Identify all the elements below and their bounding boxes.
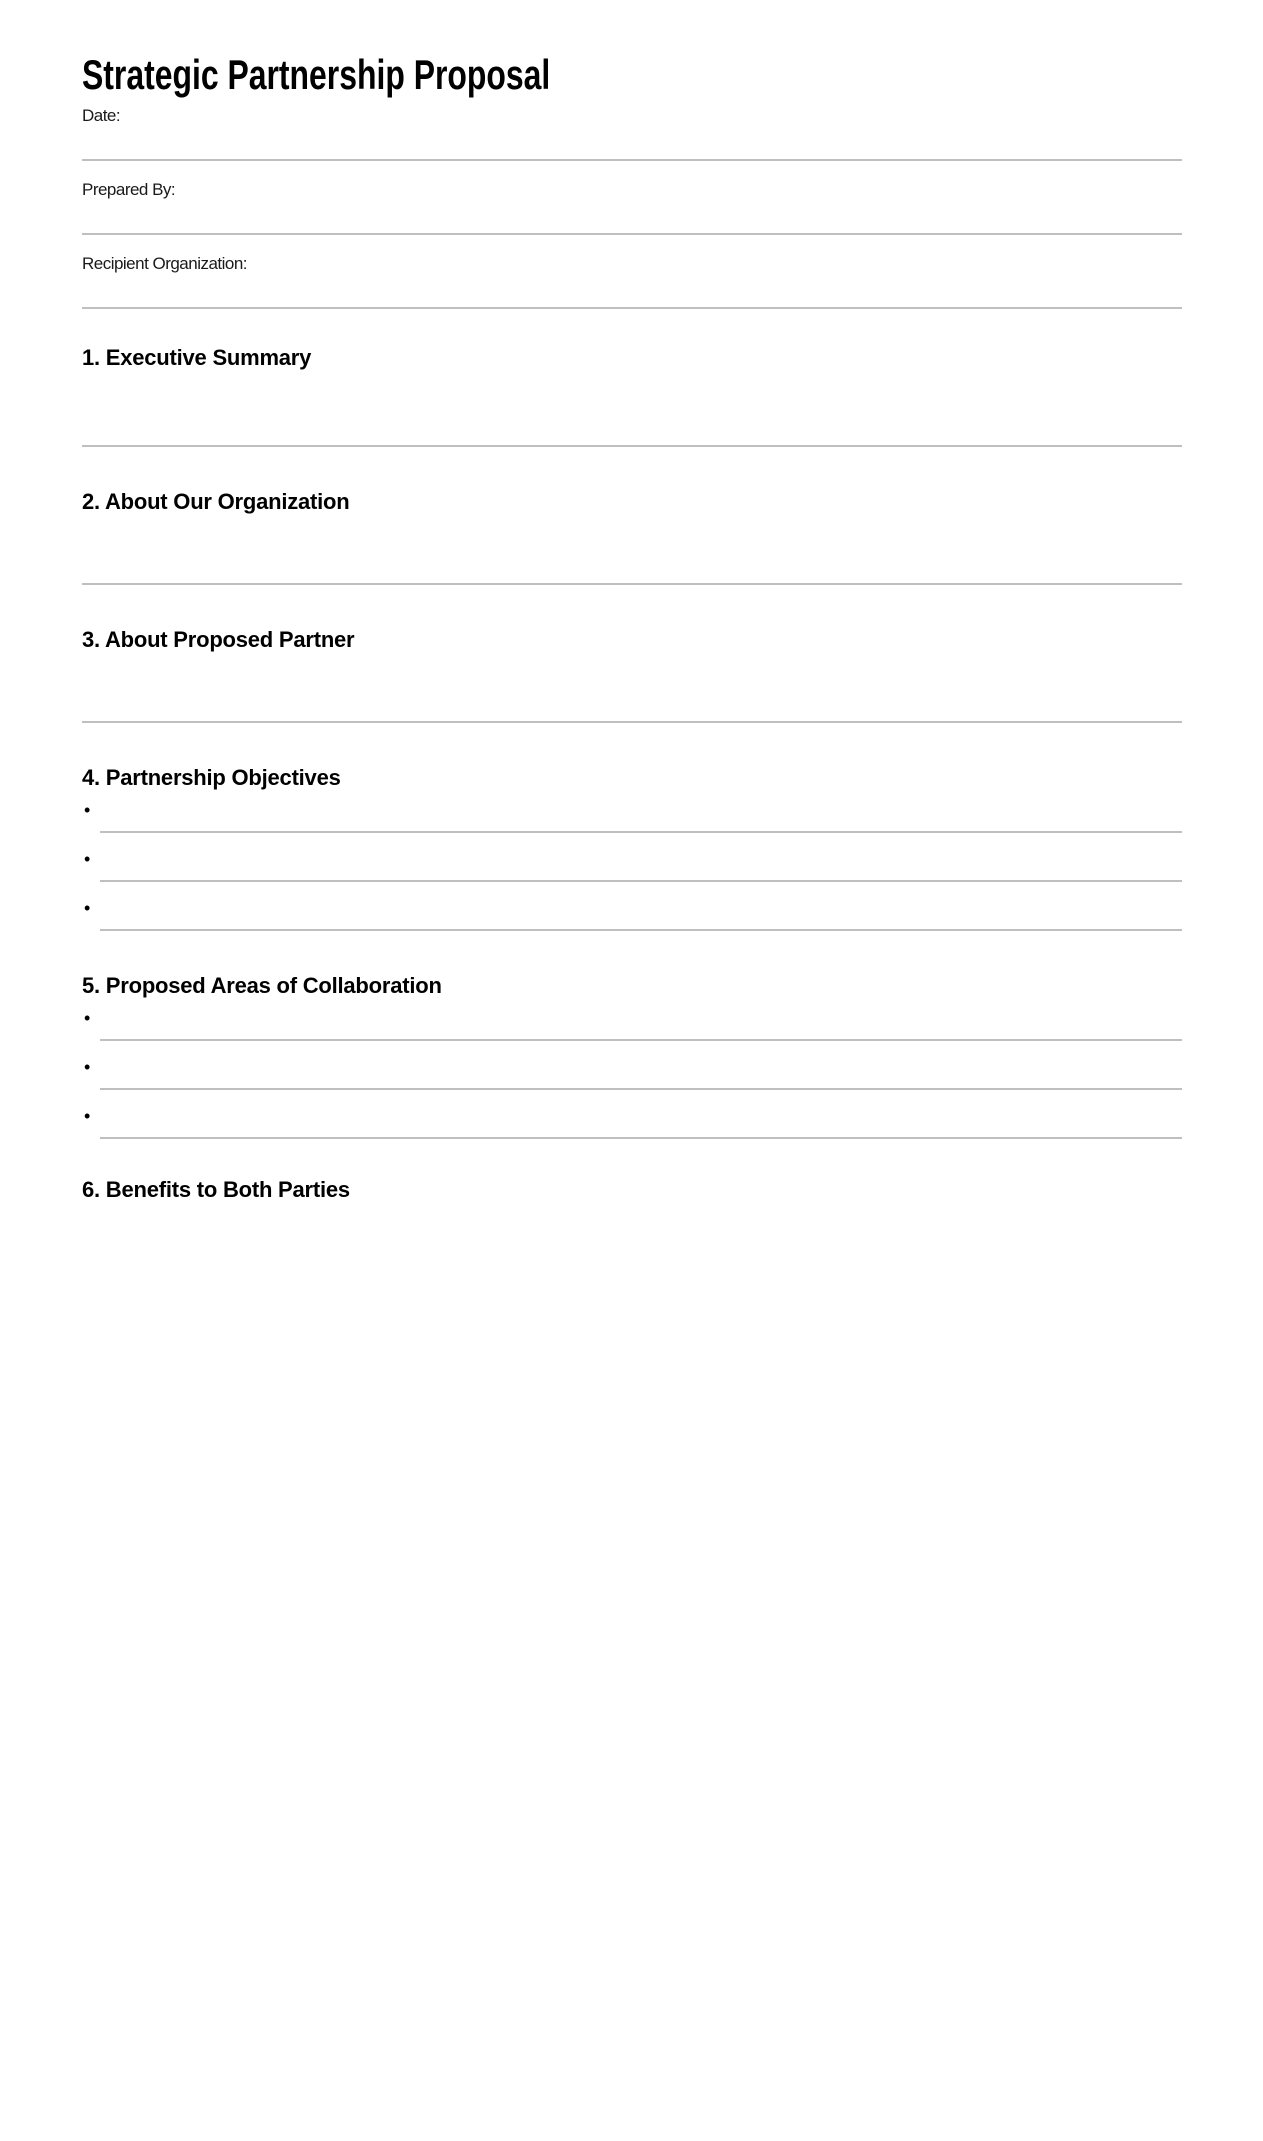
collaboration-areas-list [82,1019,1182,1139]
section-about-our-organization [82,489,1182,585]
objective-item-2 [100,860,1182,882]
section-heading-executive-summary: 1. Executive Summary [82,345,312,370]
partnership-objectives-list [82,811,1182,931]
prepared-by-label: Prepared By: [82,180,176,199]
field-date [82,105,1182,161]
collaboration-item-1 [100,1019,1182,1041]
collaboration-item-3 [100,1117,1182,1139]
prepared-by-blank-line[interactable] [82,201,1182,235]
collaboration-blank-line-3[interactable] [100,1117,1182,1137]
bullet-marker-icon [84,1056,90,1078]
recipient-organization-blank-line[interactable] [82,275,1182,309]
objective-blank-line-1[interactable] [100,811,1182,831]
objective-item-3 [100,909,1182,931]
objective-blank-line-3[interactable] [100,909,1182,929]
executive-summary-blank-area[interactable] [82,371,1182,447]
field-prepared-by [82,179,1182,235]
section-proposed-areas-of-collaboration [82,973,1182,1139]
section-heading-about-proposed-partner: 3. About Proposed Partner [82,627,355,652]
bullet-marker-icon [84,897,90,919]
collaboration-item-2 [100,1068,1182,1090]
page-title: Strategic Partnership Proposal [82,51,551,98]
collaboration-blank-line-1[interactable] [100,1019,1182,1039]
section-heading-proposed-areas-of-collaboration: 5. Proposed Areas of Collaboration [82,973,442,998]
section-heading-about-our-organization: 2. About Our Organization [82,489,350,514]
date-label: Date: [82,106,121,125]
objective-blank-line-2[interactable] [100,860,1182,880]
collaboration-blank-line-2[interactable] [100,1068,1182,1088]
section-executive-summary [82,345,1182,447]
field-recipient-organization [82,253,1182,309]
section-benefits-to-both-parties [82,1177,1182,1203]
about-proposed-partner-blank-area[interactable] [82,653,1182,723]
about-our-organization-blank-area[interactable] [82,515,1182,585]
date-blank-line[interactable] [82,127,1182,161]
section-heading-benefits-to-both-parties: 6. Benefits to Both Parties [82,1177,350,1202]
bullet-marker-icon [84,848,90,870]
bullet-marker-icon [84,799,90,821]
bullet-marker-icon [84,1105,90,1127]
recipient-organization-label: Recipient Organization: [82,254,247,273]
bullet-marker-icon [84,1007,90,1029]
section-partnership-objectives [82,765,1182,931]
objective-item-1 [100,811,1182,833]
section-heading-partnership-objectives: 4. Partnership Objectives [82,765,341,790]
section-about-proposed-partner [82,627,1182,723]
